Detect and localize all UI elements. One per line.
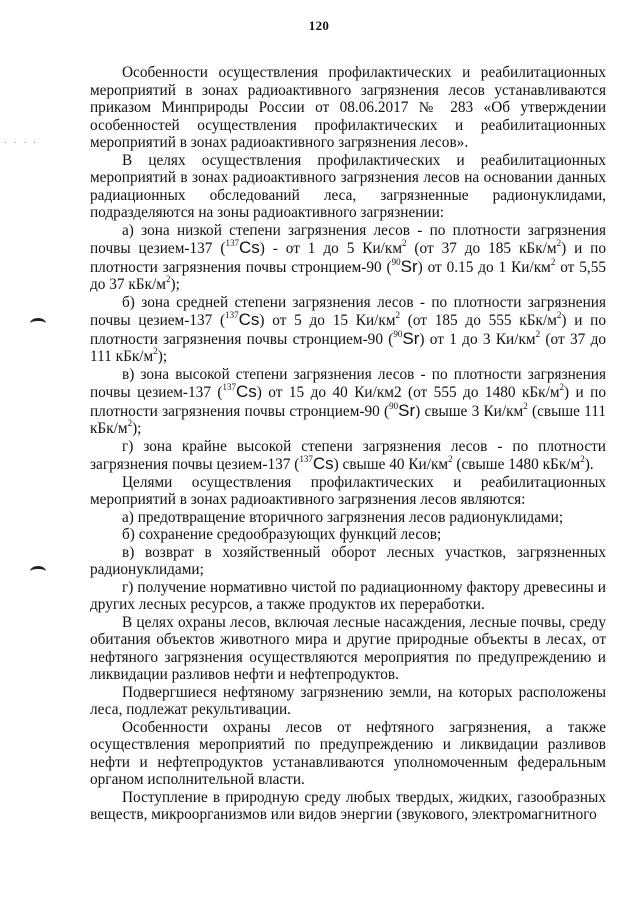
paragraph-goals-intro: Целями осуществления профилактических и реабилитационных мероприятий в зонах радиоактивного загрязнения лесов являются: — [90, 473, 606, 508]
paragraph-recultivation: Подвергшиеся нефтяному загрязнению земли, на которых расположены леса, подлежат рекультивации. — [90, 683, 606, 718]
paragraph-zone-classification: В целях осуществления профилактических и реабилитационных мероприятий в зонах радиоактивного загрязнения лесов на основании данных радиационных обследований леса, загрязненные радионуклидами, подразделяются на зоны радиоактивного загрязнении: — [90, 151, 606, 221]
zone-b-item: б) зона средней степени загрязнения лесов - по плотности загрязнения почвы цезием-137 ($^{137}$Cs) от 5 до 15 $Ки/км^2$ (от 185 до 555 кБк/$м^2$) и по плотности загрязнения почвы стронцием-90 ($^{90}$Sr) от 1 до 3 $Ки/км^2$ (от 37 до 111 кБк/$м^2$); — [90, 293, 607, 365]
paragraph-oil-protection: В целях охраны лесов, включая лесные насаждения, лесные почвы, среду обитания объектов животного мира и другие природные объекты в лесах, от нефтяного загрязнения осуществляются мероприятия по предупреждению и ликвидации разливов нефти и нефтепродуктов. — [90, 613, 606, 683]
goal-item: а) предотвращение вторичного загрязнения лесов радионуклидами; — [122, 508, 564, 526]
zone-v-item: в) зона высокой степени загрязнения лесов - по плотности загрязнения почвы цезием-137 ($^{137}$Cs) от 15 до 40 Ки/км2 (от 555 до 1480 кБк/$м^2$) и по плотности загрязнения почвы стронцием-90 ($^{90}$Sr) свыше 3 $Ки/км^2$ (свыше 111 кБк/$м^2$); — [90, 365, 607, 437]
page-number: 120 — [308, 18, 330, 33]
paragraph-substances: Поступление в природную среду любых твердых, жидких, газообразных веществ, микроорганизмов или видов энергии (звукового, электромагнитного — [90, 788, 606, 823]
paragraph-oil-authority: Особенности охраны лесов от нефтяного загрязнения, а также осуществления мероприятий по предупреждению и ликвидации разливов нефти и нефтепродуктов устанавливаются уполномоченным федеральным органом исполнительной власти. — [90, 718, 606, 788]
zone-a-item: а) зона низкой степени загрязнения лесов - по плотности загрязнения почвы цезием-137 ($^{137}$Cs) - от 1 до 5 $Ки/км^2$ (от 37 до 185 кБк/$м^2$) и по плотности загрязнения почвы стронцием-90 ($^{90}$Sr) от 0.15 до 1 $Ки/км^2$ от 5,55 до 37 кБк/$м^2$); — [90, 221, 607, 293]
margin-binding-mark — [30, 318, 46, 329]
paragraph-order-reference: Особенности осуществления профилактических и реабилитационных мероприятий в зонах радиоактивного загрязнения лесов устанавливаются приказом Минприроды России от 08.06.2017 № 283 «Об утверждении особенностей осуществления профилактических и реабилитационных мероприятий в зонах радиоактивного загрязнения лесов». — [90, 64, 606, 151]
goal-item: г) получение нормативно чистой по радиационному фактору древесины и других лесных ресурсов, а также продуктов их переработки. — [90, 578, 606, 613]
margin-binding-mark — [30, 566, 46, 577]
goal-item: б) сохранение средообразующих функций лесов; — [122, 526, 442, 543]
margin-dots: . . . . — [4, 136, 39, 146]
zone-g-item: г) зона крайне высокой степени загрязнения лесов - по плотности загрязнения почвы цезием-137 ($^{137}$Cs) свыше 40 $Ки/км^2$ (свыше 1480 кБк/$м^2$). — [90, 437, 606, 473]
goal-item: в) возврат в хозяйственный оборот лесных участков, загрязненных радионуклидами; — [90, 543, 606, 578]
page-body — [90, 64, 606, 824]
